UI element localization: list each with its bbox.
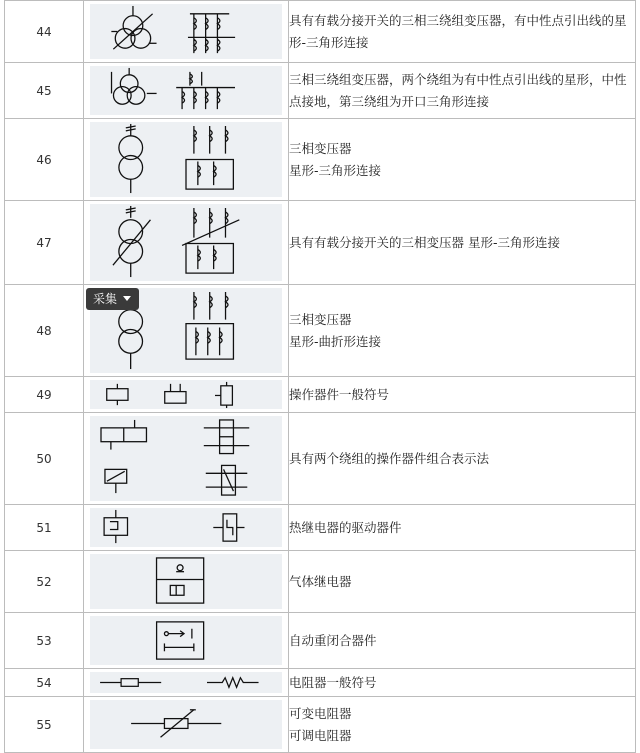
- symbol-figure: [84, 551, 289, 613]
- table-row: [5, 63, 636, 119]
- two-winding-operating-device-symbol: [90, 416, 282, 501]
- variable-resistor-symbol: [90, 700, 282, 749]
- row-description: 三相变压器 星形-曲折形连接: [289, 285, 636, 377]
- transformer-ltc-star-delta-symbol: [90, 204, 282, 281]
- table-row: [5, 285, 636, 377]
- row-number: 51: [5, 505, 84, 551]
- symbol-figure: [84, 119, 289, 201]
- row-description: 三相三绕组变压器，两个绕组为有中性点引出线的星形，中性点接地，第三绕组为开口三角形连接: [289, 63, 636, 119]
- row-description: 三相变压器 星形-三角形连接: [289, 119, 636, 201]
- table-row: [5, 613, 636, 669]
- symbol-figure: [84, 669, 289, 697]
- thermal-relay-drive-symbol: [90, 508, 282, 547]
- row-description: 操作器件一般符号: [289, 377, 636, 413]
- chevron-down-icon: [123, 296, 131, 301]
- transformer-star-delta-symbol: [90, 122, 282, 197]
- row-description: 自动重闭合器件: [289, 613, 636, 669]
- row-number: 44: [5, 1, 84, 63]
- row-number: 47: [5, 201, 84, 285]
- symbol-figure: [84, 697, 289, 753]
- row-number: 54: [5, 669, 84, 697]
- row-number: 46: [5, 119, 84, 201]
- symbol-table: [4, 0, 636, 753]
- table-row: [5, 505, 636, 551]
- row-number: 53: [5, 613, 84, 669]
- row-description: 具有有载分接开关的三相三绕组变压器，有中性点引出线的星形-三角形连接: [289, 1, 636, 63]
- row-number: 49: [5, 377, 84, 413]
- row-number: 55: [5, 697, 84, 753]
- row-description: 气体继电器: [289, 551, 636, 613]
- three-winding-transformer-open-delta-symbol: [90, 66, 282, 115]
- symbol-figure: [84, 505, 289, 551]
- row-number: 50: [5, 413, 84, 505]
- table-row: [5, 119, 636, 201]
- collect-button[interactable]: [86, 288, 139, 310]
- operating-device-symbol: [90, 380, 282, 409]
- three-winding-transformer-ltc-symbol: [90, 4, 282, 59]
- row-number: 45: [5, 63, 84, 119]
- table-row: [5, 551, 636, 613]
- collect-label: 采集: [93, 292, 118, 306]
- table-row: [5, 201, 636, 285]
- symbol-figure: [84, 613, 289, 669]
- row-description: 热继电器的驱动器件: [289, 505, 636, 551]
- symbol-figure: [84, 63, 289, 119]
- table-row: [5, 697, 636, 753]
- row-description: 具有有载分接开关的三相变压器 星形-三角形连接: [289, 201, 636, 285]
- symbol-figure: [84, 285, 289, 377]
- resistor-symbol: [90, 672, 282, 693]
- table-row: [5, 1, 636, 63]
- symbol-figure: [84, 377, 289, 413]
- row-number: 52: [5, 551, 84, 613]
- table-row: [5, 377, 636, 413]
- symbol-figure: [84, 201, 289, 285]
- row-description: 电阻器一般符号: [289, 669, 636, 697]
- table-row: [5, 669, 636, 697]
- table-row: [5, 413, 636, 505]
- row-number: 48: [5, 285, 84, 377]
- gas-relay-symbol: [90, 554, 282, 609]
- row-description: 具有两个绕组的操作器件组合表示法: [289, 413, 636, 505]
- row-description: 可变电阻器 可调电阻器: [289, 697, 636, 753]
- auto-reclosing-device-symbol: [90, 616, 282, 665]
- symbol-figure: [84, 413, 289, 505]
- symbol-figure: [84, 1, 289, 63]
